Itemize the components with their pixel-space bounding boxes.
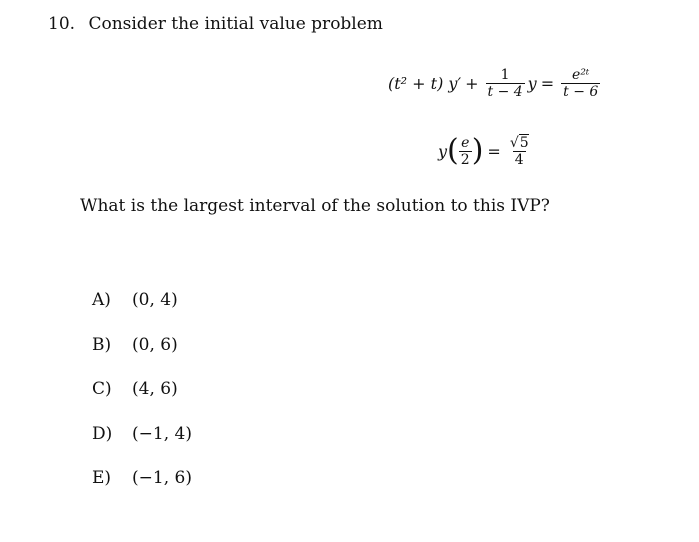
ic-paren-close: ) <box>471 133 484 168</box>
ic-paren-open: ( <box>447 133 459 168</box>
ic-root-value: 5 <box>519 134 529 151</box>
ic-arg-denominator: 2 <box>460 151 470 168</box>
rhs-denominator: t − 6 <box>563 83 599 100</box>
choice-letter: E) <box>92 468 112 488</box>
choice-a[interactable] <box>92 290 178 310</box>
ic-value <box>508 135 531 168</box>
plus-sign: + <box>465 73 479 93</box>
fraction-coefficient <box>486 67 525 100</box>
ic-argument <box>459 135 472 168</box>
rhs-numerator: e²ᵗ <box>572 66 590 83</box>
initial-condition <box>438 126 534 176</box>
choice-d[interactable] <box>92 424 192 444</box>
differential-equation <box>388 58 603 108</box>
equation-y: y <box>527 73 537 93</box>
choice-b[interactable] <box>92 335 178 355</box>
choice-value: (4, 6) <box>132 379 178 399</box>
choice-c[interactable] <box>92 379 178 399</box>
ic-y: y <box>438 141 448 161</box>
equals-sign: = <box>540 73 555 93</box>
choice-letter: C) <box>92 379 112 399</box>
equation-lhs: (t² + t) y′ <box>388 73 462 93</box>
question-header <box>48 14 383 34</box>
choice-value: (0, 4) <box>132 290 178 310</box>
fraction-denominator: t − 4 <box>487 83 523 100</box>
question-text: Consider the initial value problem <box>88 14 383 34</box>
ic-value-numerator: √5 <box>509 134 529 151</box>
ic-equals-sign: = <box>487 141 501 161</box>
choice-value: (−1, 4) <box>132 424 192 444</box>
question-number: 10. <box>48 14 76 34</box>
ic-arg-numerator: e <box>461 134 470 151</box>
choice-value: (0, 6) <box>132 335 178 355</box>
question-prompt: What is the largest interval of the solution to this IVP? <box>80 196 550 216</box>
choice-e[interactable] <box>92 468 192 488</box>
choice-letter: D) <box>92 424 113 444</box>
choice-value: (−1, 6) <box>132 468 192 488</box>
choice-letter: B) <box>92 335 112 355</box>
choice-letter: A) <box>92 290 111 310</box>
fraction-rhs <box>561 67 600 100</box>
ic-value-denominator: 4 <box>514 151 524 168</box>
fraction-numerator: 1 <box>500 66 510 83</box>
